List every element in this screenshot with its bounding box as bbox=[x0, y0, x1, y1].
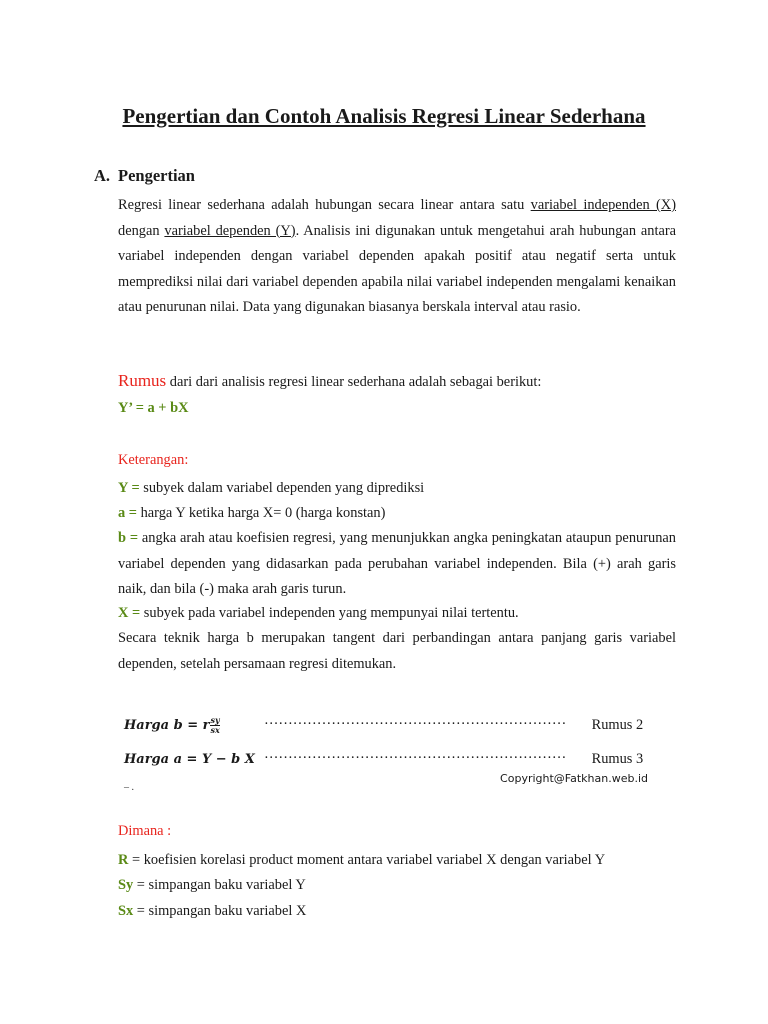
section-heading-pengertian bbox=[94, 166, 195, 186]
keterangan-x bbox=[118, 605, 519, 622]
desc-r: = koefisien korelasi product moment antara variabel variabel X dengan variabel Y bbox=[128, 852, 606, 868]
rumus-text: dari dari analisis regresi linear sederhana adalah sebagai berikut: bbox=[166, 374, 542, 390]
fraction-sy-sx bbox=[210, 716, 219, 735]
truncated-formula-line: – . bbox=[124, 782, 134, 793]
formula-a-expr: Harga a = Y − b X bbox=[124, 752, 255, 767]
desc-x: subyek pada variabel independen yang mempunyai nilai tertentu. bbox=[140, 605, 519, 621]
keterangan-extra: Secara teknik harga b merupakan tangent dari perbandingan antara panjang garis variabel dependen, setelah persamaan regresi ditemukan. bbox=[118, 630, 676, 672]
intro-paragraph bbox=[118, 193, 676, 321]
section-title: Pengertian bbox=[118, 166, 195, 185]
dimana-sy bbox=[118, 877, 306, 894]
dimana-r bbox=[118, 852, 605, 869]
fraction-numerator: sy bbox=[210, 715, 220, 725]
desc-sy: = simpangan baku variabel Y bbox=[133, 877, 306, 893]
desc-a: harga Y ketika harga X= 0 (harga konstan) bbox=[137, 505, 386, 521]
keterangan-b bbox=[118, 526, 676, 603]
leader-dots-3: ……………………………………………………… bbox=[264, 746, 567, 762]
term-variabel-dependen: variabel dependen (Y) bbox=[164, 222, 296, 239]
rumus-3-label: Rumus 3 bbox=[591, 751, 644, 767]
page-title: Pengertian dan Contoh Analisis Regresi Linear Sederhana bbox=[122, 104, 646, 128]
rumus-label: Rumus bbox=[118, 371, 167, 390]
formula-image bbox=[118, 708, 666, 794]
desc-sx: = simpangan baku variabel X bbox=[133, 903, 307, 919]
leader-dots-2: ……………………………………………………… bbox=[264, 712, 567, 728]
symbol-a: a = bbox=[118, 505, 137, 521]
symbol-y: Y = bbox=[118, 480, 140, 496]
rumus-line bbox=[118, 371, 541, 391]
desc-b: angka arah atau koefisien regresi, yang menunjukkan angka peningkatan ataupun penurunan variabel dependen yang didasarkan pada perubahan variabel independen. Bila (+) arah garis naik, dan bila (-) maka arah garis turun. bbox=[118, 530, 676, 597]
desc-y: subyek dalam variabel dependen yang diprediksi bbox=[139, 480, 425, 496]
symbol-sx: Sx bbox=[118, 903, 134, 919]
formula-rumus-3 bbox=[124, 746, 643, 768]
formula-b-expr bbox=[124, 716, 264, 735]
formula-b-text: Harga b = r bbox=[124, 718, 210, 733]
symbol-b: b = bbox=[118, 530, 139, 546]
rumus-2-label: Rumus 2 bbox=[591, 717, 644, 733]
dimana-sx bbox=[118, 903, 306, 920]
main-formula: Y’ = a + bX bbox=[118, 400, 189, 416]
fraction-denominator: sx bbox=[210, 725, 220, 735]
keterangan-a bbox=[118, 505, 385, 522]
symbol-r: R bbox=[118, 852, 129, 868]
dimana-heading: Dimana : bbox=[118, 823, 172, 839]
term-variabel-independen: variabel independen (X) bbox=[530, 197, 676, 213]
intro-text-3: . Analisis ini digunakan untuk mengetahui arah hubungan antara variabel independen dengan variabel dependen apakah positif atau negatif serta untuk memprediksi nilai dari variabel dependen apabila nilai variabel independen mengalami kenaikan atau penurunan nilai. Data yang digunakan biasanya berskala interval atau rasio. bbox=[118, 222, 677, 315]
copyright-text: Copyright@Fatkhan.web.id bbox=[500, 772, 648, 785]
keterangan-y bbox=[118, 480, 424, 497]
symbol-x: X = bbox=[118, 605, 141, 621]
intro-text-2: dengan bbox=[118, 222, 165, 239]
keterangan-heading: Keterangan: bbox=[118, 452, 189, 468]
intro-text-1: Regresi linear sederhana adalah hubungan secara linear antara satu bbox=[118, 197, 531, 213]
formula-rumus-2 bbox=[124, 712, 643, 735]
section-number: A. bbox=[94, 166, 111, 185]
symbol-sy: Sy bbox=[118, 877, 134, 893]
